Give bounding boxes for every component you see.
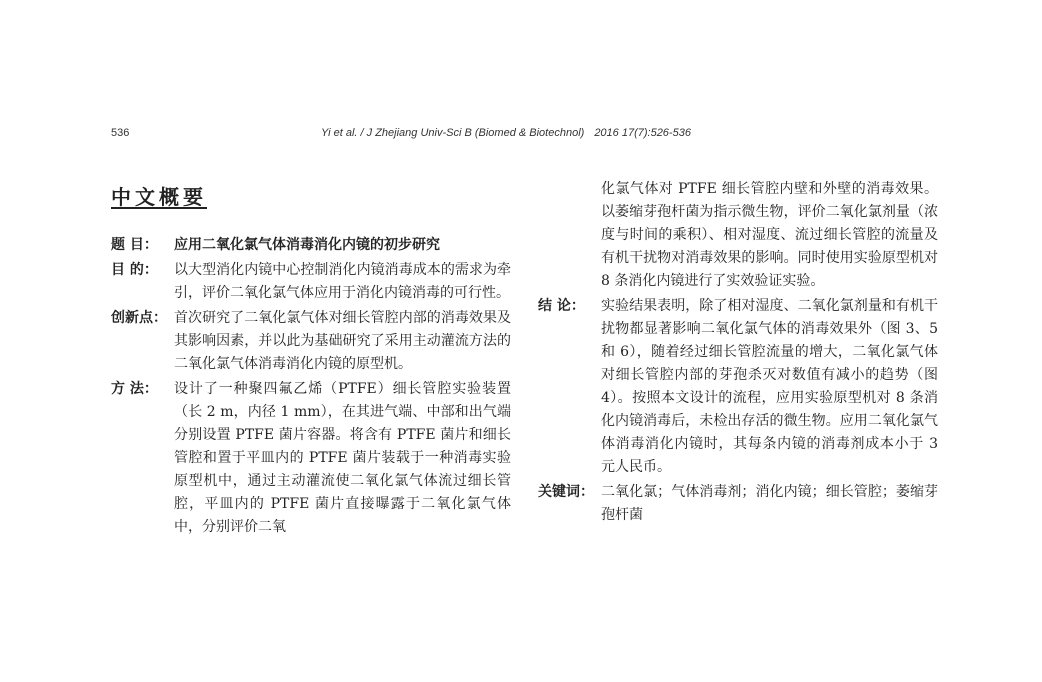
journal-citation <box>321 127 691 139</box>
aim-text: 以大型消化内镜中心控制消化内镜消毒成本的需求为牵引，评价二氧化氯气体应用于消化内镜消毒的可行性。 <box>174 262 511 301</box>
volume-pages: 2016 17(7):526-536 <box>594 127 691 139</box>
title-label: 题 目： <box>111 237 158 253</box>
method-section <box>111 378 511 539</box>
keywords-label: 关键词： <box>538 484 594 500</box>
title-text: 应用二氧化氯气体消毒消化内镜的初步研究 <box>174 237 440 253</box>
aim-label: 目 的： <box>111 262 158 278</box>
page-number: 536 <box>111 127 130 139</box>
journal-name: Yi et al. / J Zhejiang Univ-Sci B (Biomed & Biotechnol) <box>321 127 585 139</box>
left-column <box>111 178 511 541</box>
right-column <box>538 178 938 529</box>
method-label: 方 法： <box>111 381 158 397</box>
conclusion-section <box>538 295 938 479</box>
method-text-left: 设计了一种聚四氟乙烯（PTFE）细长管腔实验装置（长 2 m，内径 1 mm），在其进气端、中部和出气端分别设置 PTFE 菌片容器。将含有 PTFE 菌片和细长管腔和置于平皿内的 PTFE 菌片装载于一种消毒实验原型机中，通过主动灌流使二氧化氯气体流过细长管腔，平皿内的 PTFE 菌片直接曝露于二氧化氯气体中，分别评价二氧 <box>174 381 511 535</box>
innovation-text: 首次研究了二氧化氯气体对细长管腔内部的消毒效果及其影响因素，并以此为基础研究了采用主动灌流方法的二氧化氯气体消毒消化内镜的原型机。 <box>174 310 511 372</box>
keywords-section <box>538 481 938 527</box>
conclusion-text: 实验结果表明，除了相对湿度、二氧化氯剂量和有机干扰物都显著影响二氧化氯气体的消毒效果外（图 3、5 和 6），随着经过细长管腔流量的增大，二氧化氯气体对细长管腔内部的芽孢杀灭对数值有减小的趋势（图 4）。按照本文设计的流程，应用实验原型机对 8 条消化内镜消毒后，未检出存活的微生物。应用二氧化氯气体消毒消化内镜时，其每条内镜的消毒剂成本小于 3 元人民币。 <box>601 298 938 475</box>
keywords-text: 二氧化氯；气体消毒剂；消化内镜；细长管腔；萎缩芽孢杆菌 <box>601 484 938 523</box>
conclusion-label: 结 论： <box>538 298 585 314</box>
innovation-label: 创新点： <box>111 310 167 326</box>
running-head <box>111 127 751 147</box>
title-section <box>111 234 511 257</box>
aim-section <box>111 259 511 305</box>
abstract-heading: 中文概要 <box>111 185 207 209</box>
innovation-section <box>111 307 511 376</box>
method-text-right: 化氯气体对 PTFE 细长管腔内壁和外壁的消毒效果。以萎缩芽孢杆菌为指示微生物，评价二氧化氯剂量（浓度与时间的乘积）、相对湿度、流过细长管腔的流量及有机干扰物对消毒效果的影响。同时使用实验原型机对 8 条消化内镜进行了实效验证实验。 <box>601 181 938 289</box>
